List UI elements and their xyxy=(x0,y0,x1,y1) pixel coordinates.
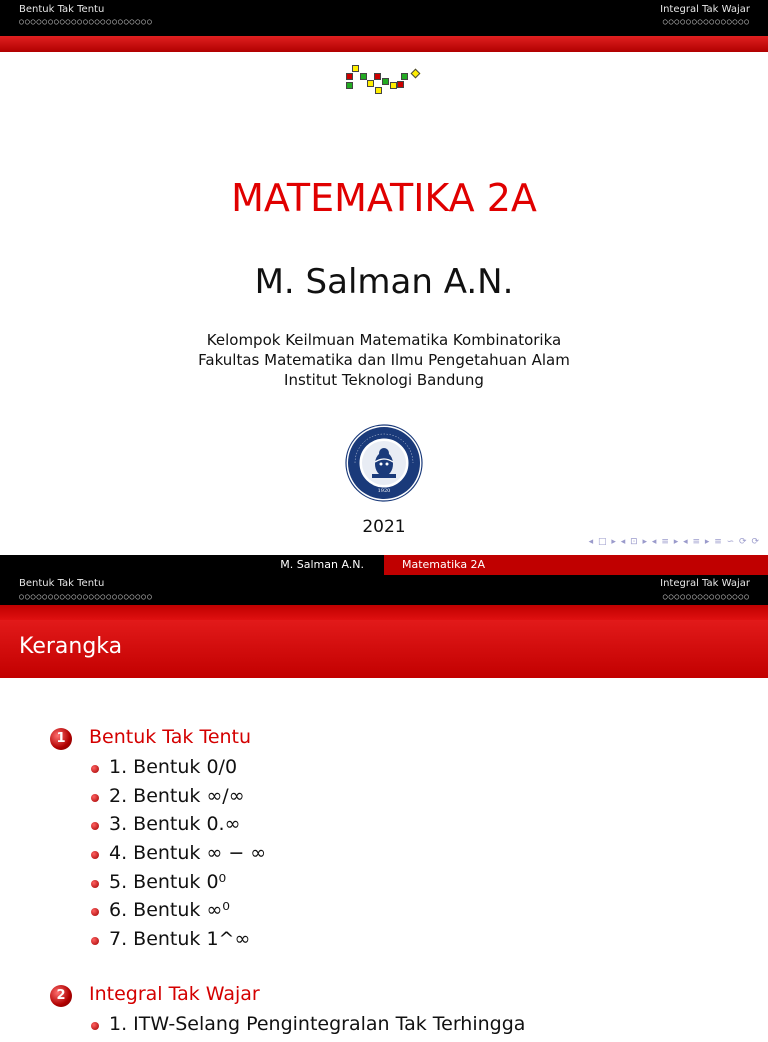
nav-section-bentuk-tak-tentu-2[interactable]: Bentuk Tak Tentu xyxy=(19,578,105,589)
footer-title: Matematika 2A xyxy=(402,558,486,571)
section-number-ball: 1 xyxy=(50,728,72,750)
bullet-icon xyxy=(91,937,99,945)
header-red-band xyxy=(0,36,768,52)
toc-item-label: 7. Bentuk 1^∞ xyxy=(109,928,251,951)
seal-year: 1920 xyxy=(377,488,391,494)
math-logo-icon xyxy=(342,64,428,94)
bullet-icon xyxy=(91,1022,99,1030)
bullet-icon xyxy=(91,822,99,830)
nav-section-bentuk-tak-tentu[interactable]: Bentuk Tak Tentu xyxy=(19,4,105,15)
toc-item-label: 1. Bentuk 0/0 xyxy=(109,756,238,778)
toc-item-label: 3. Bentuk 0.∞ xyxy=(109,813,241,836)
bullet-icon xyxy=(91,794,99,802)
institute-line-1: Kelompok Keilmuan Matematika Kombinatorika xyxy=(206,331,562,349)
footer-title-box xyxy=(384,555,768,575)
nav-frame-dots-left-2[interactable]: ○○○○○○○○○○○○○○○○○○○○○○○ xyxy=(19,592,153,601)
toc-item-label: 4. Bentuk ∞ − ∞ xyxy=(109,842,267,865)
beamer-navigation-symbols[interactable]: ◂ □ ▸ ◂ ⊡ ▸ ◂ ≡ ▸ ◂ ≡ ▸ ≡ ∽ ⟳ ⟳ xyxy=(588,537,760,547)
slide-header xyxy=(0,0,768,36)
section-number-ball: 2 xyxy=(50,985,72,1007)
toc-item-label: 5. Bentuk 0⁰ xyxy=(109,870,227,893)
bullet-icon xyxy=(91,765,99,773)
nav-frame-dots-right[interactable]: ○○○○○○○○○○○○○○○ xyxy=(662,17,750,26)
slide-footer xyxy=(0,555,768,575)
institute-line-3: Institut Teknologi Bandung xyxy=(284,371,484,389)
frame-title: Kerangka xyxy=(19,634,123,659)
toc-item-label: 6. Bentuk ∞⁰ xyxy=(109,899,230,922)
bullet-icon xyxy=(91,908,99,916)
toc-section-title[interactable]: Bentuk Tak Tentu xyxy=(89,726,252,748)
footer-author-box xyxy=(0,555,384,575)
nav-frame-dots-left[interactable]: ○○○○○○○○○○○○○○○○○○○○○○○ xyxy=(19,17,153,26)
nav-section-integral-tak-wajar[interactable]: Integral Tak Wajar xyxy=(660,4,750,15)
toc-section-title[interactable]: Integral Tak Wajar xyxy=(89,982,260,1005)
institution-block xyxy=(0,330,768,390)
slide2-red-band xyxy=(0,605,768,620)
institute-line-2: Fakultas Matematika dan Ilmu Pengetahuan Alam xyxy=(198,351,570,369)
nav-section-integral-tak-wajar-2[interactable]: Integral Tak Wajar xyxy=(660,578,750,589)
bullet-icon xyxy=(91,851,99,859)
frame-title-bar xyxy=(0,620,768,678)
presentation-date: 2021 xyxy=(362,517,406,537)
presentation-title: MATEMATIKA 2A xyxy=(231,176,537,220)
bullet-icon xyxy=(91,880,99,888)
toc-item-label: 2. Bentuk ∞/∞ xyxy=(109,784,245,807)
itb-seal-icon xyxy=(345,424,423,502)
footer-author: M. Salman A.N. xyxy=(280,558,364,571)
author-name: M. Salman A.N. xyxy=(254,262,514,302)
toc-item-label: 1. ITW-Selang Pengintegralan Tak Terhingga xyxy=(109,1012,526,1035)
nav-frame-dots-right-2[interactable]: ○○○○○○○○○○○○○○○ xyxy=(662,592,750,601)
